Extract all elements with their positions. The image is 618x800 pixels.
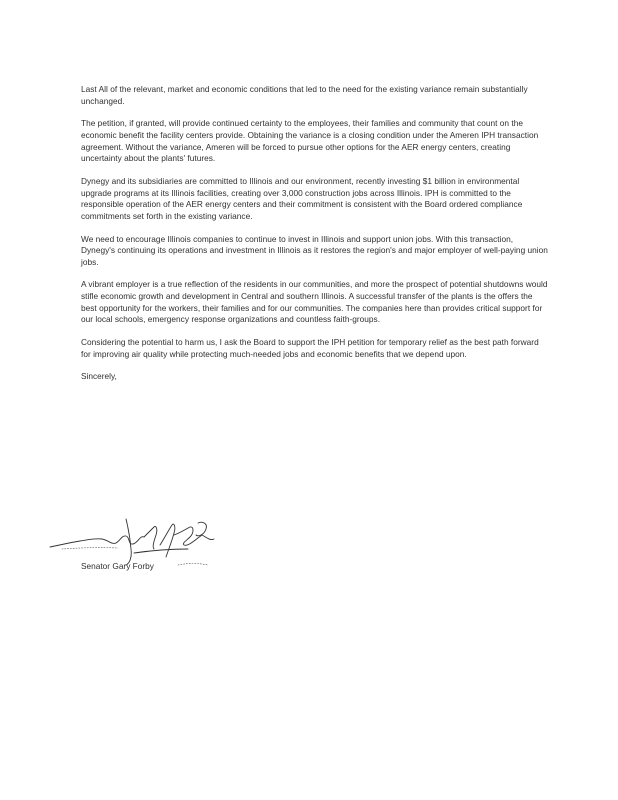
signer-name: Senator Gary Forby (81, 561, 154, 571)
handwritten-signature (38, 505, 278, 585)
paragraph-conclusion: Considering the potential to harm us, I ask the Board to support the IPH petition for temporary relief as the best path forward for improving air quality while protecting much-needed jobs and economic benefits that we depend upon. (81, 337, 539, 359)
paragraph-vibrant-employer: A vibrant employer is a true reflection of the residents in our communities, and more the prospect of potential shutdowns would stifle economic growth and development in Central and southern Illinois. A successful transfer of the plants is the offers the best opportunity for the workers, their families and for our communities. The companies here than provides critical support for our local schools, emergency response organizations and countless faith-groups. (81, 279, 548, 325)
paragraph-conditions: Last All of the relevant, market and economic conditions that led to the need for the existing variance remain substantially unchanged. (81, 84, 528, 106)
letter-body (81, 84, 549, 383)
closing-salutation: Sincerely, (81, 371, 117, 382)
paragraph-encourage-investment: We need to encourage Illinois companies to continue to invest in Illinois and support union jobs. With this transaction, Dynegy's continuing its operations and investment in Illinois as it restores the region's and major employer of well-paying union jobs. (81, 233, 548, 267)
paragraph-petition: The petition, if granted, will provide continued certainty to the employees, their families and community that count on the economic benefit the facility centers provide. Obtaining the variance is a closing condition under the Ameren IPH transaction agreement. Without the variance, Ameren will be forced to pursue other options for the AER energy centers, creating uncertainty about the plants' futures. (81, 118, 539, 164)
paragraph-dynegy-commitment: Dynegy and its subsidiaries are committed to Illinois and our environment, recently investing $1 billion in environmental upgrade programs at its Illinois facilities, creating over 3,000 construction jobs across Illinois. IPH is committed to the responsible operation of the AER energy centers and their commitment is consistent with the Board ordered compliance commitments set forth in the existing variance. (81, 175, 523, 221)
